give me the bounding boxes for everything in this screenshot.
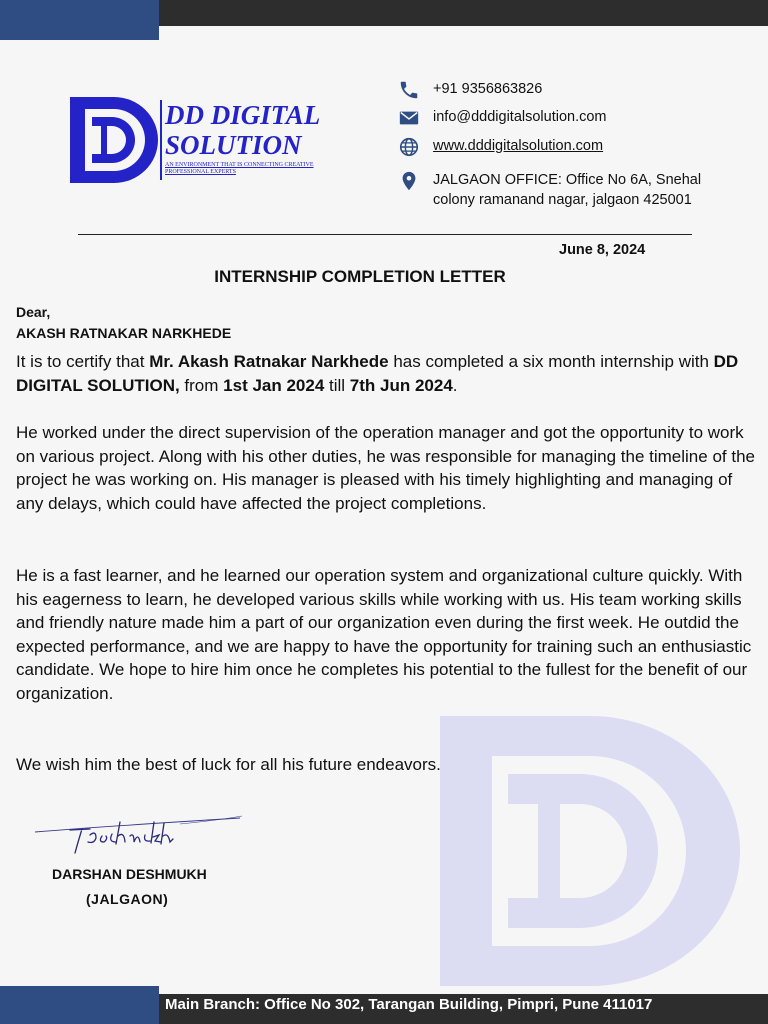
brand-name-line2: SOLUTION <box>165 130 302 160</box>
email-icon <box>398 107 420 129</box>
company-logo-icon <box>70 97 158 183</box>
contact-website <box>398 136 603 158</box>
p1-text-c: from <box>179 375 224 395</box>
location-pin-icon <box>398 170 420 192</box>
contact-address <box>398 170 738 210</box>
p1-text-a: It is to certify that <box>16 352 150 371</box>
paragraph-closing: We wish him the best of luck for all his future endeavors. <box>16 755 441 774</box>
letter-title: INTERNSHIP COMPLETION LETTER <box>214 267 506 286</box>
p1-text-b: has completed a six month internship with <box>388 352 714 371</box>
salutation: Dear, <box>16 304 51 320</box>
p1-end-date: 7th Jun 2024 <box>349 375 453 395</box>
paragraph-certification <box>16 350 756 397</box>
email-address[interactable]: info@dddigitalsolution.com <box>433 109 607 125</box>
website-link[interactable]: www.dddigitalsolution.com <box>433 138 604 154</box>
globe-icon <box>398 136 420 158</box>
contact-email <box>398 107 607 129</box>
signature-image <box>30 806 245 860</box>
p1-text-e: . <box>452 375 458 395</box>
signatory-city: (JALGAON) <box>86 891 169 907</box>
footer-address: Main Branch: Office No 302, Tarangan Building, Pimpri, Pune 411017 <box>165 996 653 1013</box>
phone-icon <box>398 79 420 101</box>
brand-name-line1: DD DIGITAL <box>165 100 321 130</box>
footer-blue-bar <box>0 986 159 1024</box>
paragraph-responsibilities: He worked under the direct supervision of the operation manager and got the opportunity to work on various project. Along with his other duties, he was responsible for managing the timeline of the project he was working on. His manager is pleased with his timely highlighting and managing of any delays, which could have affected the project completions. <box>16 423 755 513</box>
p1-intern-name: Mr. Akash Ratnakar Narkhede <box>149 352 389 371</box>
phone-number[interactable]: +91 9356863826 <box>433 81 543 97</box>
logo-divider <box>160 100 162 180</box>
p1-start-date: 1st Jan 2024 <box>223 375 325 395</box>
letter-date: June 8, 2024 <box>559 242 646 258</box>
brand-name <box>165 100 320 160</box>
contact-phone <box>398 79 542 101</box>
brand-tagline: AN ENVIRONMENT THAT IS CONNECTING CREATIVE PROFESSIONAL EXPERTS <box>165 162 314 175</box>
signatory-name: DARSHAN DESHMUKH <box>52 866 207 882</box>
paragraph-performance: He is a fast learner, and he learned our operation system and organizational culture quickly. With his eagerness to learn, he developed various skills while working with us. His team working skills and friendly nature made him a part of our organization even during the first week. He outdid the expected performance, and we are happy to have the opportunity for training such an enthusiastic candidate. We hope to hire him once he completes his potential to the fullest for the benefit of our organization. <box>16 566 752 703</box>
header-blue-bar <box>0 0 159 40</box>
recipient-name: AKASH RATNAKAR NARKHEDE <box>16 325 232 341</box>
office-address: JALGAON OFFICE: Office No 6A, Snehal colony ramanand nagar, jalgaon 425001 <box>433 172 702 208</box>
p1-text-d: till <box>324 375 350 395</box>
header-divider <box>78 234 692 235</box>
p1-company-name: DD DIGITAL SOLUTION, <box>16 352 739 395</box>
